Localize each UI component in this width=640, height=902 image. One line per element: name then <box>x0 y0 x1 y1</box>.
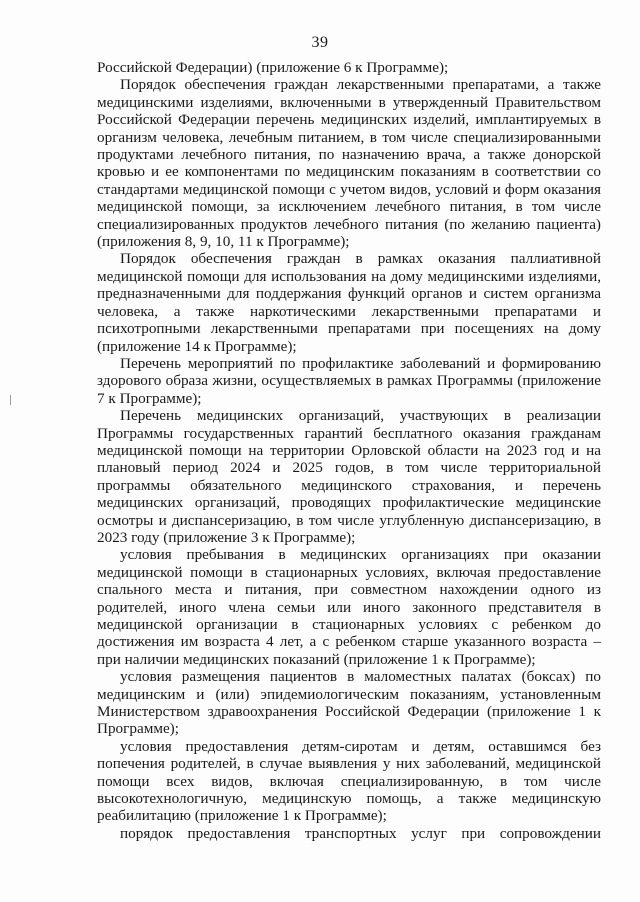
paragraph-orphans-conditions: условия предоставления детям-сиротам и детям, оставшимся без попечения родителей, в случае выявления у них заболеваний, медицинской помощи всех видов, включая специализированную, в том числе высокотехнологичную, медицинскую помощь, а также медицинскую реабилитацию (приложение 1 к Программе); <box>97 737 601 825</box>
paragraph-organizations-list: Перечень медицинских организаций, участвующих в реализации Программы государственных гарантий бесплатного оказания гражданам медицинской помощи на территории Орловской области на 2023 год и на плановый период 2024 и 2025 годов, в том числе территориальной программы обязательного медицинского страхования, и перечень медицинских организаций, проводящих профилактические медицинские осмотры и диспансеризацию, в том числе углубленную диспансеризацию, в 2023 году (приложение 3 к Программе); <box>97 407 601 546</box>
paragraph-placement-conditions: условия размещения пациентов в маломестных палатах (боксах) по медицинским и (или) эпидемиологическим показаниям, установленным Министерством здравоохранения Российской Федерации (приложение 1 к Программе); <box>97 668 601 738</box>
page-number: 39 <box>311 34 329 51</box>
scan-artifact-mark <box>10 395 11 405</box>
document-body <box>97 59 601 842</box>
paragraph-medicines-order: Порядок обеспечения граждан лекарственными препаратами, а также медицинскими изделиями, включенными в утвержденный Правительством Российской Федерации перечень медицинских изделий, имплантируемых в организм человека, лечебным питанием, в том числе специализированными продуктами лечебного питания, по назначению врача, а также донорской кровью и ее компонентами по медицинским показаниям в соответствии со стандартами медицинской помощи с учетом видов, условий и форм оказания медицинской помощи, за исключением лечебного питания, в том числе специализированных продуктов лечебного питания (по желанию пациента) (приложения 8, 9, 10, 11 к Программе); <box>97 76 601 251</box>
paragraph-continuation: Российской Федерации) (приложение 6 к Программе); <box>97 59 449 76</box>
paragraph-stay-conditions: условия пребывания в медицинских организациях при оказании медицинской помощи в стационарных условиях, включая предоставление спального места и питания, при совместном нахождении одного из родителей, иного члена семьи или иного законного представителя в медицинской организации в стационарных условиях с ребенком до достижения им возраста 4 лет, а с ребенком старше указанного возраста – при наличии медицинских показаний (приложение 1 к Программе); <box>97 546 601 668</box>
paragraph-palliative-order: Порядок обеспечения граждан в рамках оказания паллиативной медицинской помощи для использования на дому медицинскими изделиями, предназначенными для поддержания функций органов и систем организма человека, а также наркотическими лекарственными препаратами и психотропными лекарственными препаратами при посещениях на дому (приложение 14 к Программе); <box>97 250 601 355</box>
paragraph-transport-order: порядок предоставления транспортных услуг при сопровождении <box>120 824 601 842</box>
paragraph-prevention-list: Перечень мероприятий по профилактике заболеваний и формированию здорового образа жизни, осуществляемых в рамках Программы (приложение 7 к Программе); <box>97 354 601 407</box>
